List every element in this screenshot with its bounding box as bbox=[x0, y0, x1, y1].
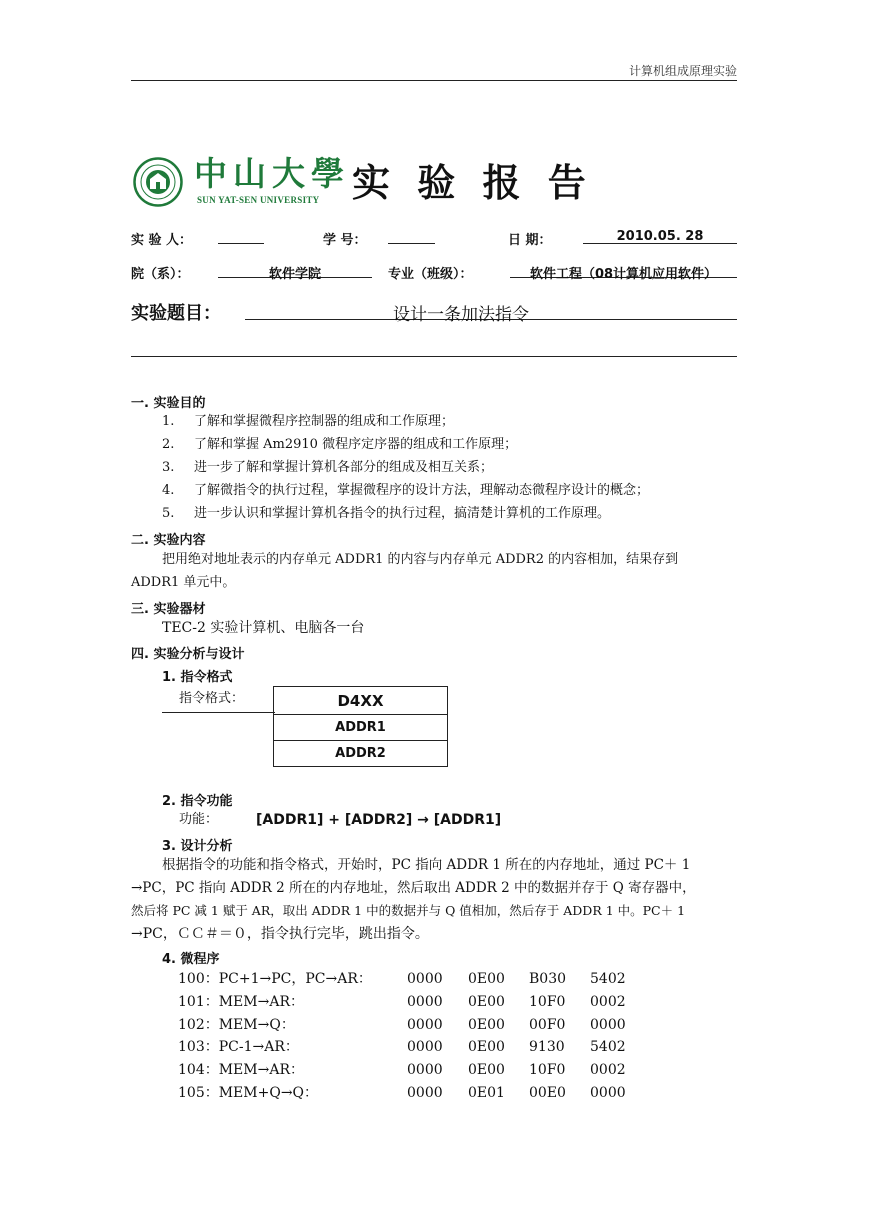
subsection-1-title: 1. 指令格式 bbox=[162, 670, 233, 685]
analysis-line: 根据指令的功能和指令格式，开始时，PC 指向 ADDR 1 所在的内存地址，通过 PC＋ 1 bbox=[162, 857, 691, 873]
microprogram-code: 0E00 bbox=[468, 994, 505, 1010]
department-value: 软件学院 bbox=[268, 267, 321, 282]
instruction-format-table bbox=[273, 686, 448, 767]
microprogram-code: 0000 bbox=[590, 1017, 626, 1033]
topic-second-line bbox=[131, 356, 737, 357]
format-cell-addr2: ADDR2 bbox=[274, 741, 448, 767]
microprogram-code: 0000 bbox=[407, 971, 443, 987]
list-item-text: 进一步认识和掌握计算机各指令的执行过程，搞清楚计算机的工作原理。 bbox=[194, 506, 611, 521]
analysis-line: →PC，ＣＣ＃＝０，指令执行完毕，跳出指令。 bbox=[131, 926, 429, 942]
format-label-rule bbox=[162, 712, 275, 713]
subsection-4-title: 4. 微程序 bbox=[162, 952, 220, 967]
format-cell-addr1: ADDR1 bbox=[274, 715, 448, 741]
microprogram-code: 0000 bbox=[590, 1085, 626, 1101]
microprogram-code: 0E00 bbox=[468, 1062, 505, 1078]
microprogram-code: 10F0 bbox=[529, 994, 566, 1010]
microprogram-op: 102：MEM→Q： bbox=[178, 1017, 295, 1033]
university-name-cn: 中山大學 bbox=[194, 154, 350, 193]
list-item-text: 了解和掌握微程序控制器的组成和工作原理； bbox=[194, 414, 455, 429]
microprogram-code: 0E00 bbox=[468, 1017, 505, 1033]
student-id-field bbox=[388, 229, 435, 244]
microprogram-code: 9130 bbox=[529, 1039, 565, 1055]
section-3-text: TEC-2 实验计算机、电脑各一台 bbox=[162, 620, 365, 636]
list-item-text: 了解微指令的执行过程，掌握微程序的设计方法，理解动态微程序设计的概念； bbox=[194, 483, 650, 498]
microprogram-code: 0000 bbox=[407, 1062, 443, 1078]
student-id-label: 学 号： bbox=[323, 233, 367, 248]
format-label: 指令格式： bbox=[179, 691, 245, 706]
microprogram-code: 0000 bbox=[407, 994, 443, 1010]
list-item-text: 了解和掌握 Am2910 微程序定序器的组成和工作原理； bbox=[194, 437, 518, 452]
list-item-text: 进一步了解和掌握计算机各部分的组成及相互关系； bbox=[194, 460, 494, 475]
major-value: 软件工程（08计算机应用软件） bbox=[529, 267, 718, 282]
microprogram-op: 103：PC-1→AR： bbox=[178, 1039, 299, 1055]
subsection-3-title: 3. 设计分析 bbox=[162, 839, 233, 854]
microprogram-code: 0000 bbox=[407, 1085, 443, 1101]
microprogram-op: 104：MEM→AR： bbox=[178, 1062, 304, 1078]
microprogram-code: 0002 bbox=[590, 994, 626, 1010]
microprogram-op: 101：MEM→AR： bbox=[178, 994, 304, 1010]
topic-value: 设计一条加法指令 bbox=[393, 305, 529, 325]
experimenter-label: 实 验 人： bbox=[131, 233, 193, 248]
microprogram-code: 0E00 bbox=[468, 971, 505, 987]
list-item: 3. bbox=[162, 460, 175, 475]
major-label: 专业（班级）： bbox=[388, 267, 473, 282]
microprogram-code: 00F0 bbox=[529, 1017, 566, 1033]
analysis-line: →PC，PC 指向 ADDR 2 所在的内存地址，然后取出 ADDR 2 中的数据并存于 Q 寄存器中， bbox=[131, 880, 696, 896]
list-item: 4. bbox=[162, 483, 175, 498]
microprogram-code: 0E01 bbox=[468, 1085, 505, 1101]
date-value: 2010.05. 28 bbox=[616, 229, 704, 244]
topic-label: 实验题目： bbox=[131, 303, 221, 324]
section-1-title: 一. 实验目的 bbox=[131, 396, 206, 411]
microprogram-op: 100：PC+1→PC，PC→AR： bbox=[178, 971, 372, 987]
microprogram-code: 10F0 bbox=[529, 1062, 566, 1078]
section-2-title: 二. 实验内容 bbox=[131, 533, 206, 548]
microprogram-code: 0000 bbox=[407, 1039, 443, 1055]
header-rule bbox=[131, 80, 737, 81]
department-label: 院（系）： bbox=[131, 267, 190, 282]
microprogram-op: 105：MEM+Q→Q： bbox=[178, 1085, 319, 1101]
date-label: 日 期： bbox=[508, 233, 552, 248]
table-row bbox=[274, 687, 448, 715]
microprogram-code: 0E00 bbox=[468, 1039, 505, 1055]
microprogram-code: 0000 bbox=[407, 1017, 443, 1033]
table-row bbox=[274, 715, 448, 741]
section-2-line-2: ADDR1 单元中。 bbox=[131, 575, 236, 590]
analysis-line: 然后将 PC 减 1 赋于 AR，取出 ADDR 1 中的数据并与 Q 值相加，然后存于 ADDR 1 中。PC＋ 1 bbox=[131, 903, 686, 918]
university-seal-icon bbox=[133, 157, 183, 211]
section-2-line-1: 把用绝对地址表示的内存单元 ADDR1 的内容与内存单元 ADDR2 的内容相加，结果存到 bbox=[162, 552, 679, 567]
section-4-title: 四. 实验分析与设计 bbox=[131, 647, 245, 662]
section-3-title: 三. 实验器材 bbox=[131, 602, 206, 617]
list-item: 2. bbox=[162, 437, 175, 452]
list-item: 1. bbox=[162, 414, 175, 429]
list-item: 5. bbox=[162, 506, 175, 521]
university-name-en: SUN YAT-SEN UNIVERSITY bbox=[197, 195, 320, 205]
function-label: 功能： bbox=[179, 812, 219, 827]
microprogram-code: 0002 bbox=[590, 1062, 626, 1078]
experimenter-field bbox=[218, 229, 264, 244]
microprogram-code: 5402 bbox=[590, 971, 626, 987]
format-cell-opcode: D4XX bbox=[274, 687, 448, 715]
subsection-2-title: 2. 指令功能 bbox=[162, 794, 233, 809]
microprogram-code: 00E0 bbox=[529, 1085, 566, 1101]
microprogram-code: B030 bbox=[529, 971, 567, 987]
table-row bbox=[274, 741, 448, 767]
report-title: 实 验 报 告 bbox=[352, 161, 593, 205]
microprogram-code: 5402 bbox=[590, 1039, 626, 1055]
running-header: 计算机组成原理实验 bbox=[628, 64, 737, 78]
function-formula: [ADDR1] + [ADDR2] → [ADDR1] bbox=[256, 812, 502, 828]
